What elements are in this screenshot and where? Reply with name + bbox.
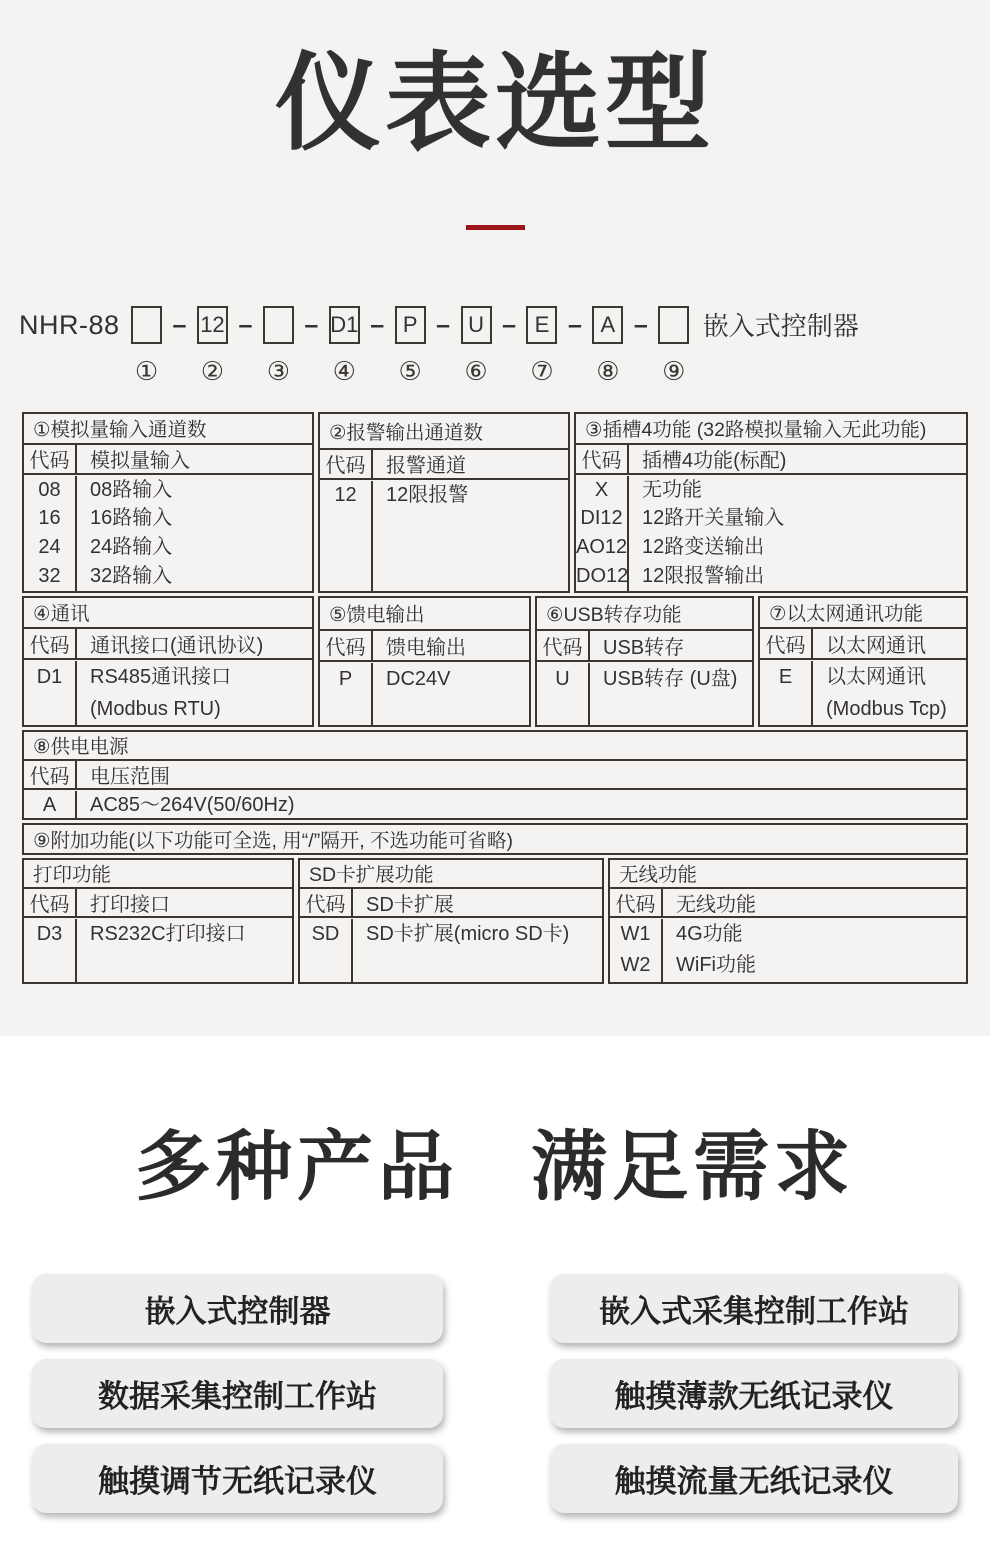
model-slot-7 [525,306,559,386]
code-separator: – [370,310,385,339]
model-slot-box: E [526,306,557,344]
desc-value: (Modbus RTU) [90,697,221,720]
section-body [320,662,529,725]
section-header [24,445,312,475]
section-body [537,662,752,725]
products-heading-left: 多种产品 [135,1125,459,1210]
section-title: 打印功能 [24,860,292,889]
section-header [300,889,602,918]
model-slot-box: P [395,306,426,344]
section-print-function [22,858,294,984]
section-body [24,790,966,820]
section-header [24,889,292,918]
circled-number: ② [200,355,225,386]
circled-number: ④ [332,355,356,386]
circled-number: ⑨ [662,355,686,386]
page-title: 仪表选型 [275,45,715,163]
circled-number: ① [134,355,159,386]
section-title: ⑥USB转存功能 [537,598,752,631]
desc-header: 无线功能 [676,893,756,916]
code-column [320,481,373,591]
desc-header: 模拟量输入 [90,450,190,473]
code-header: 代码 [320,631,373,660]
section-alarm-output [318,412,570,593]
products-heading [0,1126,990,1210]
code-header: 代码 [610,889,663,916]
section-title: ①模拟量输入通道数 [24,414,312,445]
desc-column [373,481,568,591]
circled-number: ⑧ [596,355,620,386]
code-value: 08 [38,478,61,501]
code-value: W2 [620,953,651,976]
products-section [0,1126,990,1513]
code-value: A [42,793,57,816]
product-button-embedded-controller[interactable]: 嵌入式控制器 [32,1274,443,1343]
desc-header: 电压范围 [90,765,170,788]
model-prefix: NHR-88 [19,309,120,340]
model-slot-box: 12 [197,306,228,344]
desc-header: 馈电输出 [386,636,466,659]
model-slot-1 [130,306,164,386]
code-header: 代码 [24,445,77,473]
section-body [300,918,602,982]
section-title: ④通讯 [24,598,312,629]
desc-value: 4G功能 [676,922,743,945]
desc-header: 以太网通讯 [826,634,926,657]
code-column [24,661,77,725]
code-value: U [555,667,570,690]
spec-band-5 [22,858,968,984]
desc-value: SD卡扩展(micro SD卡) [366,922,570,945]
code-header: 代码 [300,889,353,916]
spec-band-3 [22,730,968,820]
desc-header: USB转存 [603,636,685,659]
desc-column [373,663,529,725]
desc-value: RS232C打印接口 [90,922,246,945]
code-separator: – [567,310,582,339]
desc-column [813,661,966,725]
spec-band-1 [22,412,968,593]
model-slot-2 [195,306,229,386]
product-button-embedded-acquisition-workstation[interactable]: 嵌入式采集控制工作站 [550,1274,958,1343]
product-row [32,1444,958,1513]
section-header [537,631,752,662]
code-column [576,476,629,591]
desc-value: 以太网通讯 [826,665,926,688]
desc-value: 32路输入 [90,564,173,587]
section-body [576,475,966,591]
code-value: 24 [38,536,61,559]
code-column [300,919,353,982]
desc-value: 12限报警输出 [642,564,765,587]
circled-number: ⑤ [398,355,422,386]
code-header: 代码 [576,445,629,473]
section-usb-transfer [535,596,754,727]
section-title: ③插槽4功能 (32路模拟量输入无此功能) [576,414,966,445]
code-separator: – [502,310,516,339]
section-sd-card [298,858,604,984]
section-body [760,660,966,725]
code-separator: – [436,310,451,339]
code-value: 32 [38,564,61,587]
code-column [610,919,663,982]
product-row [32,1359,958,1428]
products-heading-right: 满足需求 [531,1125,855,1210]
section-title: ⑦以太网通讯功能 [760,598,966,629]
desc-header: 通讯接口(通讯协议) [90,634,264,657]
desc-column [629,476,966,591]
section-title: ⑧供电电源 [24,732,966,761]
section-ethernet [758,596,968,727]
product-button-data-acquisition-workstation[interactable]: 数据采集控制工作站 [32,1359,443,1428]
model-slot-box [658,306,689,344]
desc-value: USB转存 (U盘) [603,667,738,690]
spec-table [22,412,968,984]
code-value: AO12 [576,536,628,559]
code-value: X [594,478,609,501]
code-separator: – [172,310,187,339]
title-divider-dash [466,225,525,230]
section-body [320,480,568,591]
product-row [32,1274,958,1343]
code-value: SD [311,922,340,945]
desc-value: 08路输入 [90,478,173,501]
section-header [320,450,568,480]
desc-value: 12路开关量输入 [642,507,785,530]
desc-column [590,663,752,725]
model-suffix: 嵌入式控制器 [702,310,859,341]
code-separator: – [238,310,253,339]
section-header [610,889,966,918]
section-title: SD卡扩展功能 [300,860,602,889]
desc-column [353,919,602,982]
spec-band-4 [22,823,968,855]
code-header: 代码 [537,631,590,660]
desc-value: 24路输入 [90,536,173,559]
section-analog-input [22,412,314,593]
code-header: 代码 [24,889,77,916]
circled-number: ③ [266,355,290,386]
code-column [760,661,813,725]
code-header: 代码 [760,629,813,658]
code-column [24,791,77,820]
desc-header: 打印接口 [90,893,170,916]
product-button-touch-regulating-recorder[interactable]: 触摸调节无纸记录仪 [32,1444,443,1513]
model-slot-8 [591,306,625,386]
model-code-row [19,306,990,388]
code-value: W1 [620,922,651,945]
product-list [32,1274,958,1513]
code-header: 代码 [24,761,77,788]
desc-value: 无功能 [642,478,702,501]
desc-value: 16路输入 [90,507,173,530]
section-additional-functions-note [22,823,968,855]
code-header: 代码 [320,450,373,478]
code-column [24,476,77,591]
section-header [760,629,966,660]
desc-header: 插槽4功能(标配) [642,450,787,473]
section-body [24,660,312,725]
section-title: ⑤馈电输出 [320,598,529,631]
desc-value: DC24V [386,667,451,690]
code-value: 12 [334,483,357,506]
desc-header: SD卡扩展 [366,893,454,916]
desc-column [77,476,312,591]
code-value: DO12 [576,564,629,587]
code-column [537,663,590,725]
code-value: 16 [38,507,61,530]
code-column [24,919,77,982]
section-title: ⑨附加功能(以下功能可全选, 用“/”隔开, 不选功能可省略) [33,829,514,852]
model-slot-9 [657,306,691,386]
section-power-feed-output [318,596,531,727]
circled-number: ⑦ [530,355,554,386]
code-value: D3 [36,922,63,945]
section-header [576,445,966,475]
desc-column [77,919,292,982]
code-separator: – [633,310,648,339]
model-slot-box: D1 [329,306,360,344]
spec-band-2 [22,596,968,727]
code-header: 代码 [24,629,77,658]
product-button-touch-flow-recorder[interactable]: 触摸流量无纸记录仪 [550,1444,958,1513]
circled-number: ⑥ [464,355,488,386]
code-separator: – [304,310,319,339]
code-value: E [778,665,793,688]
product-button-touch-slim-recorder[interactable]: 触摸薄款无纸记录仪 [550,1359,958,1428]
section-title: ②报警输出通道数 [320,414,568,450]
section-body [24,918,292,982]
code-value: P [338,667,353,690]
desc-column [77,791,966,820]
desc-value: 12限报警 [386,483,469,506]
section-slot4-function [574,412,968,593]
section-communication [22,596,314,727]
section-body [24,475,312,591]
model-slot-6 [459,306,493,386]
model-slot-box [263,306,294,344]
section-header [320,631,529,662]
model-slot-4 [327,306,361,386]
section-header [24,761,966,790]
model-slot-box: U [461,306,492,344]
desc-column [77,661,312,725]
desc-value: WiFi功能 [676,953,756,976]
model-slot-box: A [592,306,623,344]
section-body [610,918,966,982]
desc-header: 报警通道 [386,455,466,478]
code-column [320,663,373,725]
section-wireless [608,858,968,984]
model-slot-5 [393,306,427,386]
code-value: D1 [36,665,63,688]
desc-column [663,919,966,982]
section-title: 无线功能 [610,860,966,889]
desc-value: RS485通讯接口 [90,665,232,688]
section-power-supply [22,730,968,820]
desc-value: (Modbus Tcp) [826,697,947,720]
desc-value: AC85～264V(50/60Hz) [90,793,295,816]
section-header [24,629,312,660]
model-slot-3 [261,306,295,386]
desc-value: 12路变送输出 [642,536,765,559]
code-value: DI12 [580,507,623,530]
model-slot-box [131,306,162,344]
